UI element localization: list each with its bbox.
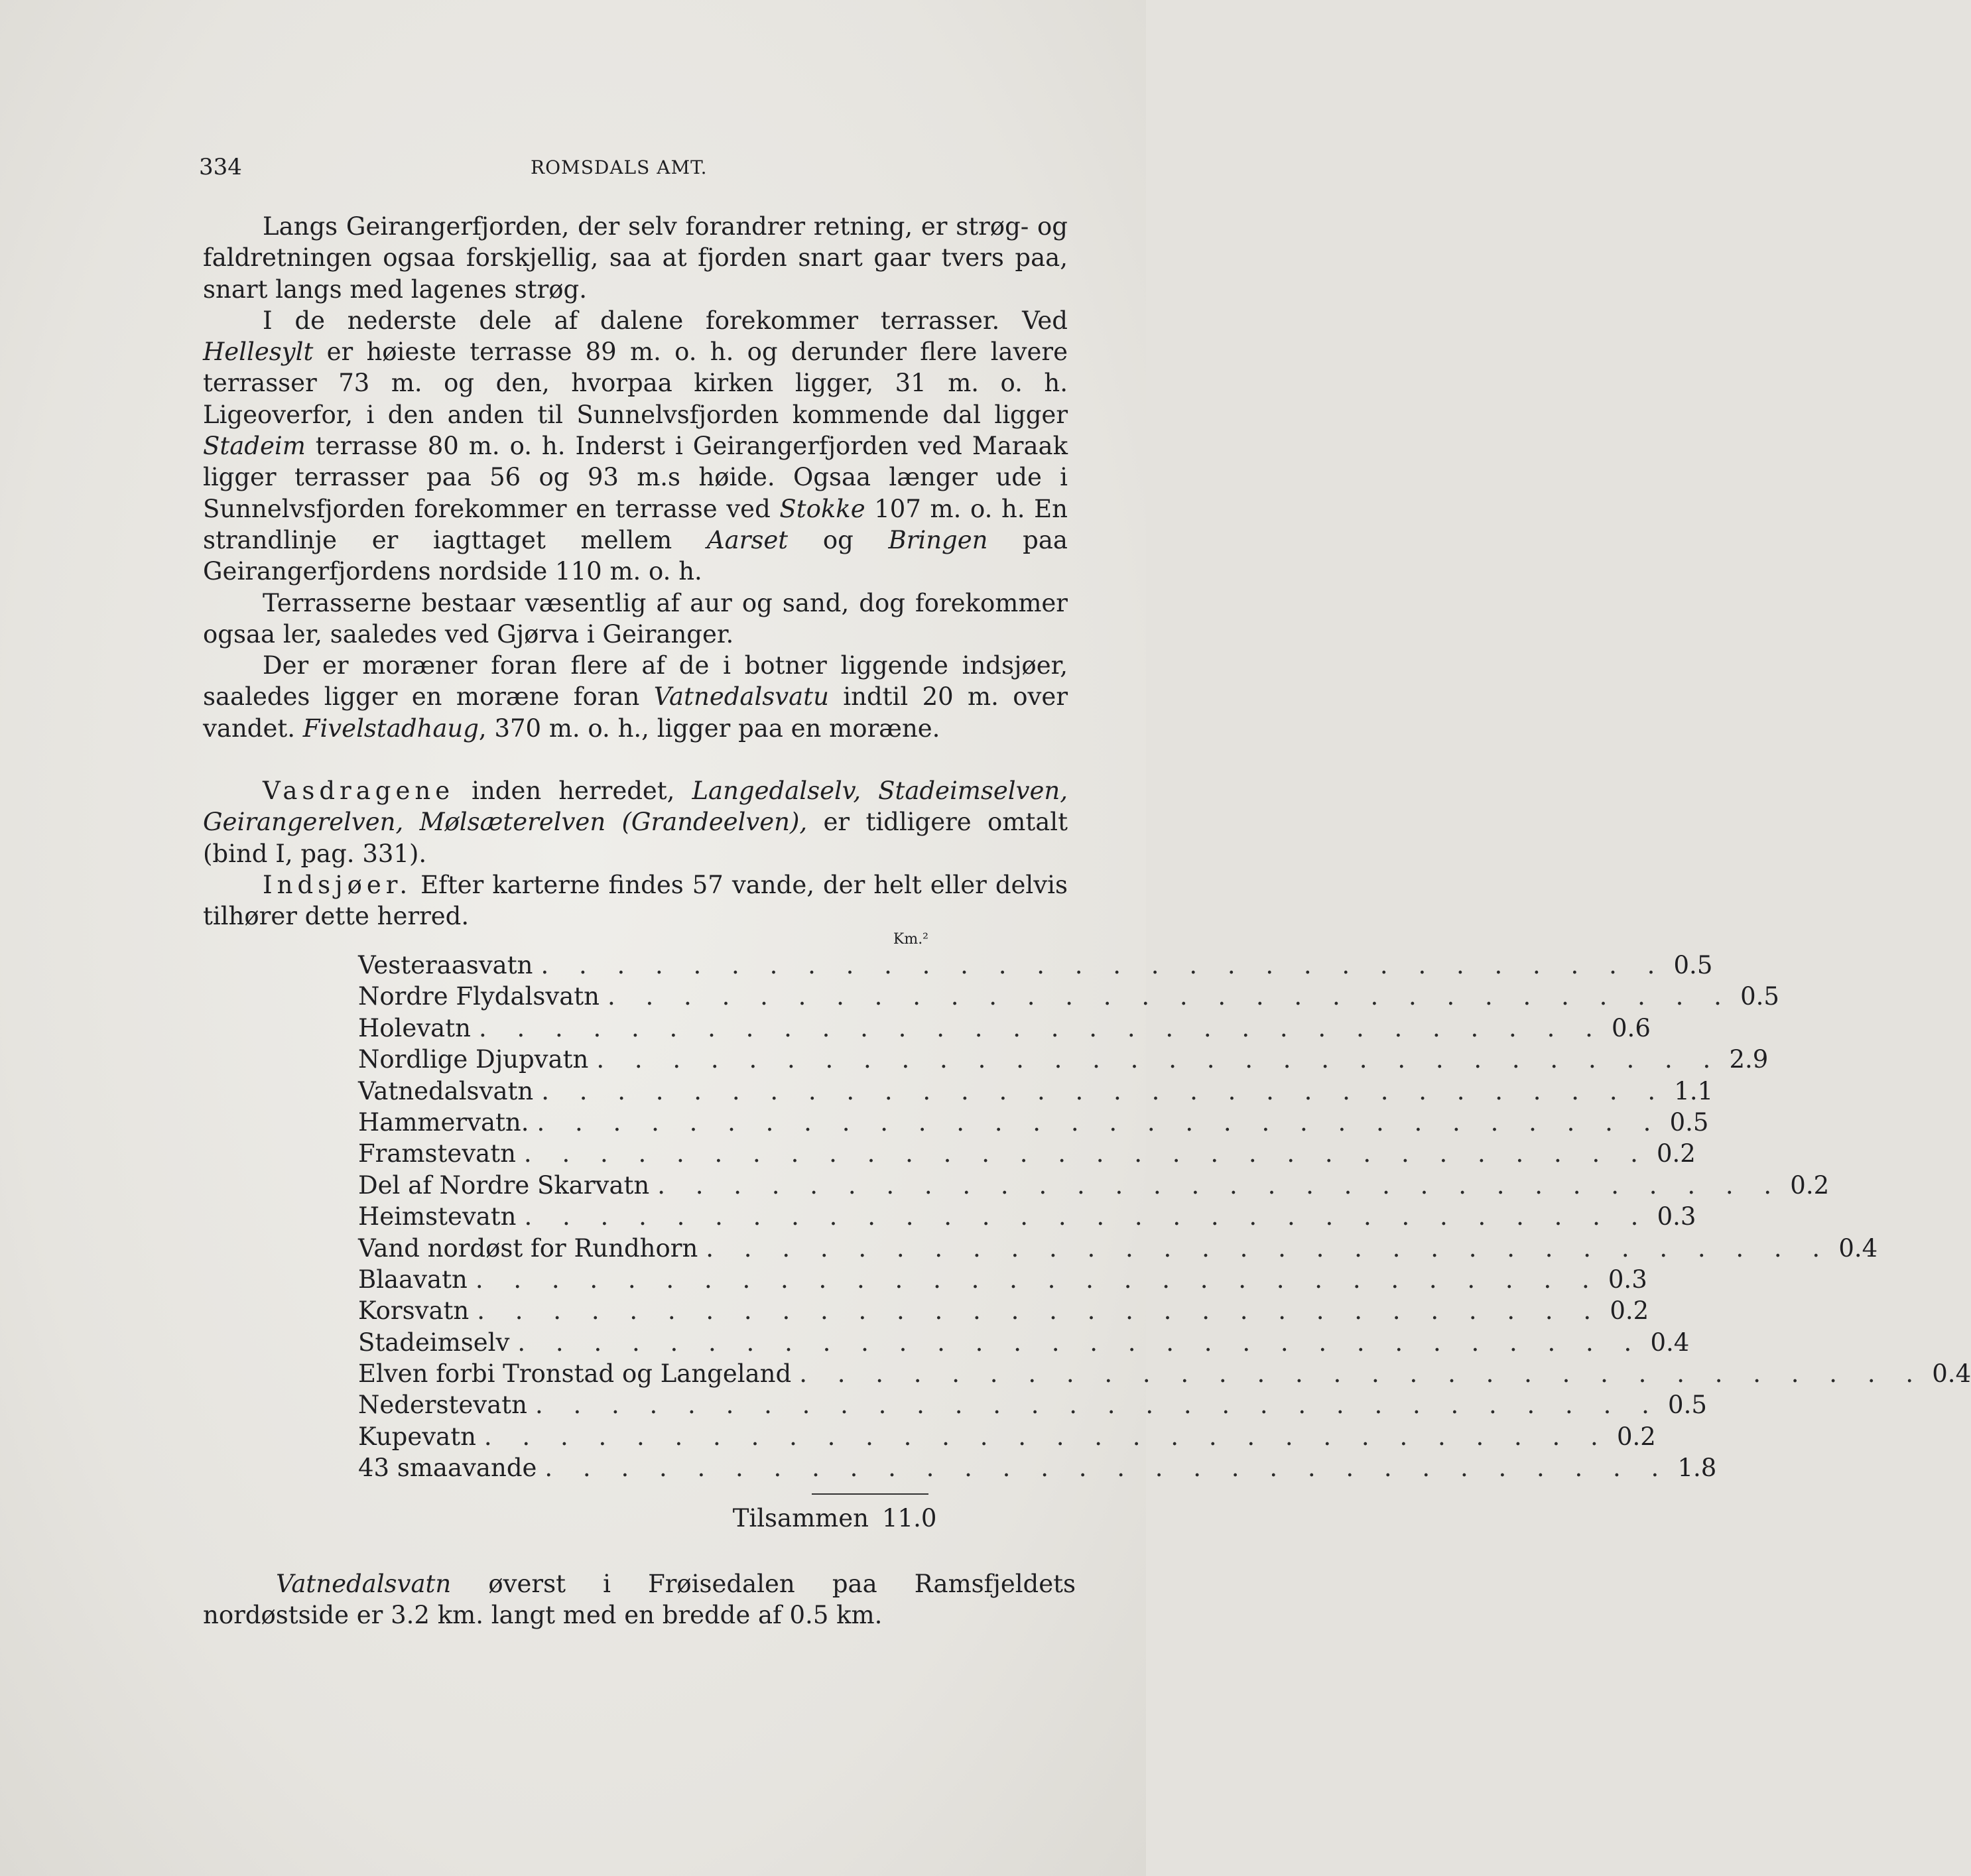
paragraph-text: er tidligere omtalt (bind I, pag. 331). <box>203 808 1068 868</box>
paragraph-text: , 370 m. o. h., ligger paa en moræne. <box>478 714 940 743</box>
place-name: Bringen <box>888 525 988 554</box>
lake-name: Kupevatn <box>358 1422 476 1451</box>
section-heading: Vasdragene <box>263 777 455 806</box>
table-row <box>358 1389 1707 1420</box>
lake-name: Heimstevatn <box>358 1202 517 1231</box>
dot-leader: . . . . . . . . . . . . . . . . . . . . . . . . . . . . . . <box>475 1265 1601 1294</box>
paragraph-terrace-material <box>203 588 1068 651</box>
paragraph-text: inden herredet, <box>454 777 692 806</box>
dot-leader: . . . . . . . . . . . . . . . . . . . . . . . . . . . . . . <box>477 1296 1603 1326</box>
lake-area: 0.4 <box>1650 1328 1690 1357</box>
page-header <box>199 154 1068 187</box>
paragraph-fjord-strike <box>203 211 1068 305</box>
place-name: Aarset <box>706 525 789 554</box>
river-names: Langedalselv, Stadeimselven, Geirangerelven, Mølsæterelven (Grandeelven), <box>203 777 1068 837</box>
paragraph-text: Langs Geirangerfjorden, der selv forandrer retning, er strøg- og faldretningen ogsaa forskjellig, saa at fjorden snart gaar tvers paa, snart langs med lagenes strøg. <box>203 212 1068 304</box>
table-row <box>358 1327 1690 1358</box>
paragraph-vatnedalsvatn <box>203 1568 1076 1631</box>
lake-name: Vand nordøst for Rundhorn <box>358 1233 698 1263</box>
dot-leader: . . . . . . . . . . . . . . . . . . . . . . . . . . . . . . <box>544 1454 1671 1483</box>
table-row <box>358 1264 1647 1295</box>
lake-area: 0.3 <box>1608 1265 1647 1294</box>
table-row <box>358 1358 1971 1389</box>
dot-leader: . . . . . . . . . . . . . . . . . . . . . . . . . . . . . . <box>541 1076 1667 1105</box>
paragraph-text: indtil 20 m. over vandet. <box>203 682 1068 743</box>
page-number: 334 <box>199 154 242 180</box>
paragraph-text: øverst i Frøisedalen paa Ramsfjeldets nordøstside er 3.2 km. langt med en bredde af 0.5 km. <box>203 1570 1076 1630</box>
lake-name: Framstevatn <box>358 1139 516 1168</box>
lake-name: Nordre Flydalsvatn <box>358 982 600 1011</box>
table-row <box>358 1295 1649 1326</box>
lake-area: 1.1 <box>1674 1076 1714 1105</box>
lake-area: 0.2 <box>1657 1139 1696 1168</box>
lake-name: 43 smaavande <box>358 1454 537 1483</box>
dot-leader: . . . . . . . . . . . . . . . . . . . . . . . . . . . . . . <box>799 1359 1925 1389</box>
lake-area: 0.3 <box>1657 1202 1696 1231</box>
dot-leader: . . . . . . . . . . . . . . . . . . . . . . . . . . . . . . <box>657 1170 1783 1200</box>
place-name: Stadeim <box>203 432 306 461</box>
total-rule <box>812 1493 928 1495</box>
lake-area: 0.2 <box>1790 1170 1830 1200</box>
paragraph-text: I de nederste dele af dalene forekommer terrasser. Ved <box>263 306 1068 335</box>
paragraph-moraines <box>203 650 1068 744</box>
dot-leader: . . . . . . . . . . . . . . . . . . . . . . . . . . . . . . <box>596 1045 1722 1074</box>
paragraph-text: og <box>788 525 889 554</box>
dot-leader: . . . . . . . . . . . . . . . . . . . . . . . . . . . . . . <box>523 1139 1649 1168</box>
lake-area: 1.8 <box>1677 1454 1717 1483</box>
paragraph-text: er høieste terrasse 89 m. o. h. og derunder flere lavere terrasser 73 m. og den, hvorpaa kirken ligger, 31 m. o. h. Ligeoverfor, i den anden til Sunnelvsfjorden kommende dal ligger <box>203 338 1068 429</box>
dot-leader: . . . . . . . . . . . . . . . . . . . . . . . . . . . . . . <box>706 1233 1832 1263</box>
paragraph-text: 107 m. o. h. En strandlinje er iagttaget mellem <box>203 494 1068 554</box>
paragraph-lakes <box>203 869 1068 932</box>
lake-area: 0.6 <box>1612 1013 1651 1042</box>
table-row <box>358 1076 1714 1107</box>
place-name: Vatnedalsvatn <box>276 1570 452 1598</box>
closing-paragraph <box>203 1568 1076 1631</box>
dot-leader: . . . . . . . . . . . . . . . . . . . . . . . . . . . . . . <box>478 1013 1604 1042</box>
lake-name: Korsvatn <box>358 1296 470 1326</box>
table-row <box>358 1170 1830 1201</box>
paragraph-river-systems <box>203 775 1068 869</box>
dot-leader: . . . . . . . . . . . . . . . . . . . . . . . . . . . . . . <box>517 1328 1643 1357</box>
total-row <box>358 1499 937 1538</box>
lake-area: 0.2 <box>1616 1422 1656 1451</box>
paragraph-text: terrasse 80 m. o. h. Inderst i Geirangerfjorden ved Maraak ligger terrasser paa 56 og 93 m.s høide. Ogsaa længer ude i Sunnelvsfjorden forekommer en terrasse ved <box>203 432 1068 523</box>
lake-area: 0.4 <box>1838 1233 1878 1263</box>
lake-area: 0.5 <box>1669 1107 1709 1137</box>
place-name: Stokke <box>779 494 865 523</box>
table-unit-row <box>358 930 928 950</box>
place-name: Vatnedalsvatu <box>653 682 829 712</box>
lake-name: Nederstevatn <box>358 1391 527 1420</box>
place-name: Fivelstadhaug <box>302 714 479 743</box>
table-row <box>358 1421 1656 1452</box>
place-name: Hellesylt <box>203 338 314 367</box>
table-row <box>358 981 1779 1012</box>
dot-leader: . . . . . . . . . . . . . . . . . . . . . . . . . . . . . . <box>524 1202 1650 1231</box>
lake-name: Vesteraasvatn <box>358 951 533 979</box>
paragraph-terraces <box>203 305 1068 588</box>
dot-leader: . . . . . . . . . . . . . . . . . . . . . . . . . . . . . . <box>540 951 1667 979</box>
dot-leader: . . . . . . . . . . . . . . . . . . . . . . . . . . . . . . <box>537 1107 1663 1137</box>
lake-rows <box>358 950 1971 1484</box>
lake-name: Stadeimselv <box>358 1328 510 1357</box>
lake-name: Nordlige Djupvatn <box>358 1045 589 1074</box>
paragraph-text: paa Geirangerfjordens nordside 110 m. o. h. <box>203 525 1068 586</box>
section-heading: Indsjøer. <box>263 870 413 899</box>
lake-name: Vatnedalsvatn <box>358 1076 534 1105</box>
table-row <box>358 1138 1696 1169</box>
table-row <box>358 1044 1769 1075</box>
table-row <box>358 1233 1878 1264</box>
lake-name: Elven forbi Tronstad og Langeland <box>358 1359 792 1389</box>
lake-name: Hammervatn. <box>358 1107 529 1137</box>
lake-area: 0.2 <box>1610 1296 1649 1326</box>
paragraph-text: Der er moræner foran flere af de i botner liggende indsjøer, saaledes ligger en moræne foran <box>203 651 1068 712</box>
total-label: Tilsammen <box>732 1503 869 1532</box>
body-text <box>203 211 1068 932</box>
lake-name: Blaavatn <box>358 1265 468 1294</box>
lake-area: 0.5 <box>1668 1391 1707 1420</box>
table-row <box>358 1013 1651 1044</box>
paragraph-text: Terrasserne bestaar væsentlig af aur og sand, dog forekommer ogsaa ler, saaledes ved Gjørva i Geiranger. <box>203 588 1068 649</box>
dot-leader: . . . . . . . . . . . . . . . . . . . . . . . . . . . . . . <box>483 1422 1610 1451</box>
lake-area-table <box>358 930 1971 1538</box>
running-head: ROMSDALS AMT. <box>531 156 708 178</box>
unit-label: Km.² <box>893 931 928 948</box>
total-value: 11.0 <box>882 1503 937 1532</box>
table-row <box>358 950 1713 981</box>
table-row <box>358 1201 1696 1232</box>
lake-name: Del af Nordre Skarvatn <box>358 1170 650 1200</box>
table-row <box>358 1452 1717 1483</box>
dot-leader: . . . . . . . . . . . . . . . . . . . . . . . . . . . . . . <box>607 982 1733 1011</box>
dot-leader: . . . . . . . . . . . . . . . . . . . . . . . . . . . . . . <box>535 1391 1661 1420</box>
lake-area: 0.5 <box>1673 951 1713 979</box>
table-row <box>358 1107 1709 1138</box>
lake-name: Holevatn <box>358 1013 471 1042</box>
paragraph-text: Efter karterne findes 57 vande, der helt eller delvis tilhører dette herred. <box>203 870 1068 931</box>
lake-area: 0.4 <box>1932 1359 1971 1389</box>
lake-area: 2.9 <box>1729 1045 1769 1074</box>
lake-area: 0.5 <box>1740 982 1779 1011</box>
